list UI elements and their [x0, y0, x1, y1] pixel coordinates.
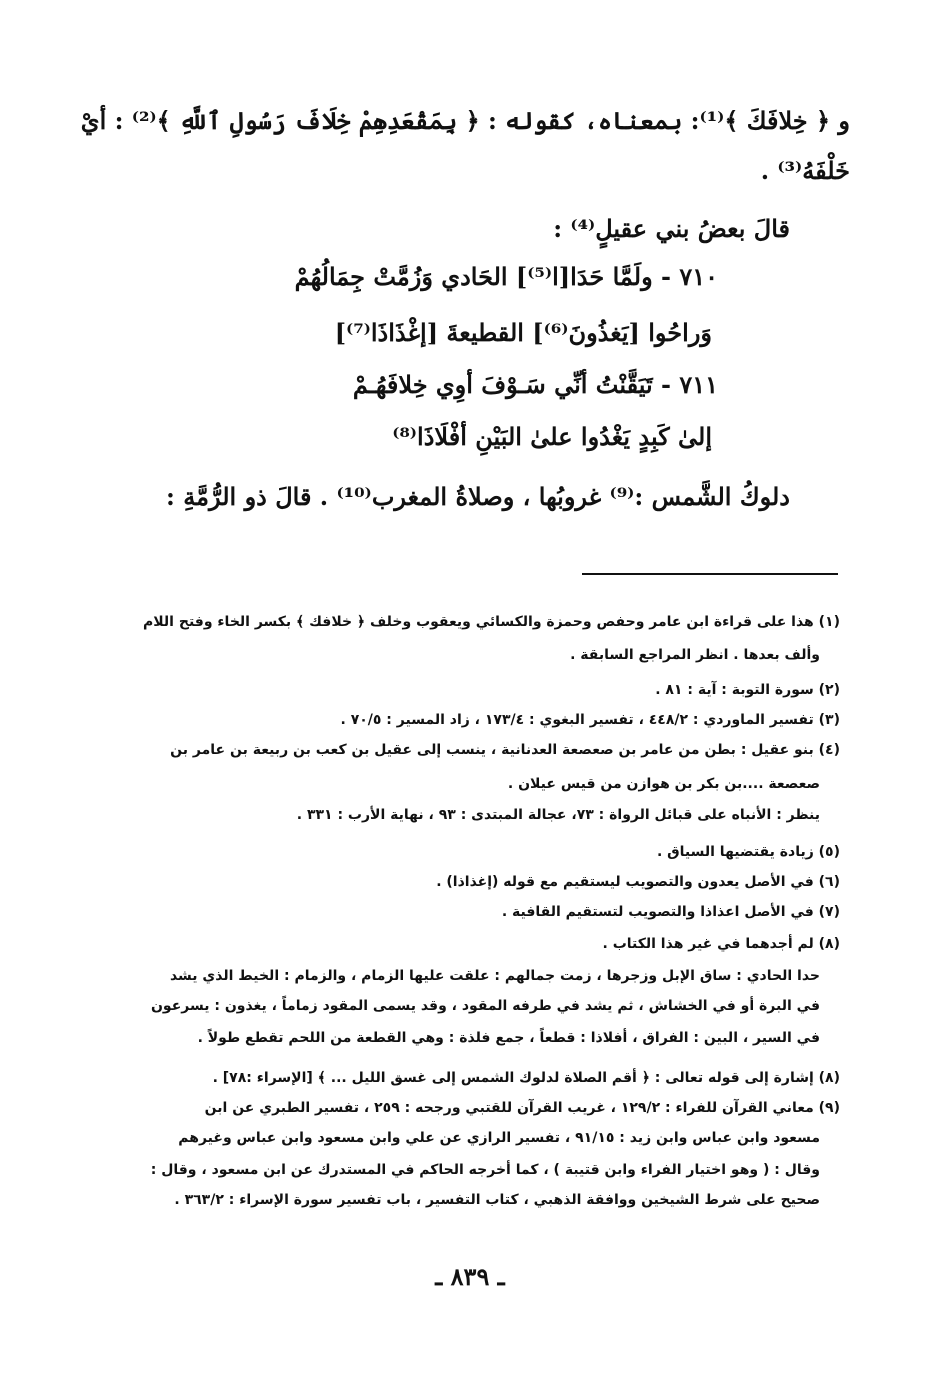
poet-intro: قالَ بعضُ بني عقيلٍ⁽⁴⁾ : — [553, 214, 790, 243]
footnote-line: صحيح على شرط الشيخين ووافقة الذهبي ، كتاب التفسير ، باب تفسير سورة الإسراء : ٣٦٣/٢ . — [174, 1192, 820, 1208]
page-number: ـ ٨٣٩ ـ — [435, 1262, 505, 1291]
footnote-line: (٩) معاني القرآن للفراء : ١٢٩/٢ ، غريب القرآن للقتبي ورجحه : ٢٥٩ ، تفسير الطبري عن ابن — [204, 1100, 840, 1116]
footnote-line: (٤) بنو عقيل : بطن من عامر بن صعصعة العدنانية ، ينسب إلى عقيل بن كعب بن ربيعة بن عامر بن — [170, 742, 840, 758]
verse-710-first-hemistich: ٧١٠ - ولَمَّا حَدَا[ا⁽⁵⁾] الحَادي وَزُمَّتْ جِمَالُهُمْ — [294, 262, 718, 291]
footnote-line: مسعود وابن عباس وابن زيد : ٩١/١٥ ، تفسير الرازي عن علي وابن مسعود وابن عباس وغيرهم — [178, 1130, 820, 1146]
footnote-separator — [582, 573, 838, 575]
verse-711-first-hemistich: ٧١١ - تَيَقَّنْتُ أنِّي سَـوْفَ أوِي خِلافَهُـمْ — [352, 370, 718, 399]
text-line-1: و ﴿ خِلافَكَ ﴾⁽¹⁾: بمعناه، كقوله : ﴿ بِمَقْعَدِهِمْ خِلَافَ رَسُولِ ٱللَّهِ ﴾⁽²⁾ : أيْ — [80, 106, 850, 135]
footnote-line: حدا الحادي : ساق الإبل وزجرها ، زمت جمالهم : علقت عليها الزمام ، والزمام : الخيط الذي يشد — [169, 968, 820, 984]
footnote-line: في البرة أو في الخشاش ، ثم يشد في طرفه المقود ، وقد يسمى المقود زماماً ، يغذون : يسرعون — [150, 998, 820, 1014]
footnote-line: وقال : ( وهو اختيار الفراء وابن قتيبة ) ، كما أخرجه الحاكم في المستدرك عن ابن مسعود ، وقال : — [150, 1162, 820, 1178]
footnote-line: (١) هذا على قراءة ابن عامر وحفص وحمزة والكسائي ويعقوب وخلف ﴿ خلافك ﴾ بكسر الخاء وفتح اللام — [143, 614, 840, 630]
footnote-line: (٣) تفسير الماوردي : ٤٤٨/٢ ، تفسير البغوي : ١٧٣/٤ ، زاد المسير : ٧٠/٥ . — [340, 712, 840, 728]
footnote-line: صعصعة ....بن بكر بن هوازن من قيس عيلان . — [507, 776, 820, 792]
footnote-line: (٢) سورة التوبة : آية : ٨١ . — [655, 682, 840, 698]
footnote-line: وألف بعدها . انظر المراجع السابقة . — [570, 647, 820, 663]
footnote-line: في السير ، البين : الفراق ، أفلاذا : قطعاً ، جمع فلذة : وهي القطعة من اللحم تقطع طولاً . — [197, 1030, 820, 1046]
footnote-line: (٥) زيادة يقتضيها السياق . — [656, 844, 840, 860]
text-line-2: خَلْفَهُ⁽³⁾ . — [760, 156, 850, 185]
footnote-line: (٧) في الأصل اعذاذا والتصويب لتستقيم القافية . — [501, 904, 840, 920]
footnote-line: (٨) لم أجدهما في غير هذا الكتاب . — [602, 936, 840, 952]
verse-710-second-hemistich: وَراحُوا [يَغذُونَ⁽⁶⁾] القطيعةَ [إغْذَاذَا⁽⁷⁾] — [334, 318, 712, 347]
text-line-8: دلوكُ الشَّمس :⁽⁹⁾ غروبُها ، وصلاةُ المغرب⁽¹⁰⁾ . قالَ ذو الرُّمَّةِ : — [166, 482, 790, 511]
verse-711-second-hemistich: إلىٰ كَبِدٍ يَغْدُوا علىٰ البَيْنِ أفْلَاذَا⁽⁸⁾ — [392, 422, 712, 451]
footnote-line: ينظر : الأنباه على قبائل الرواة : ٧٣، عجالة المبتدى : ٩٣ ، نهاية الأرب : ٣٣١ . — [296, 807, 820, 823]
footnote-line: (٦) في الأصل يعدون والتصويب ليستقيم مع قوله (إغذاذا) . — [436, 874, 840, 890]
footnote-line: (٨) إشارة إلى قوله تعالى : ﴿ أقم الصلاة لدلوك الشمس إلى غسق الليل ... ﴾ [الإسراء :٧٨] . — [212, 1070, 840, 1086]
